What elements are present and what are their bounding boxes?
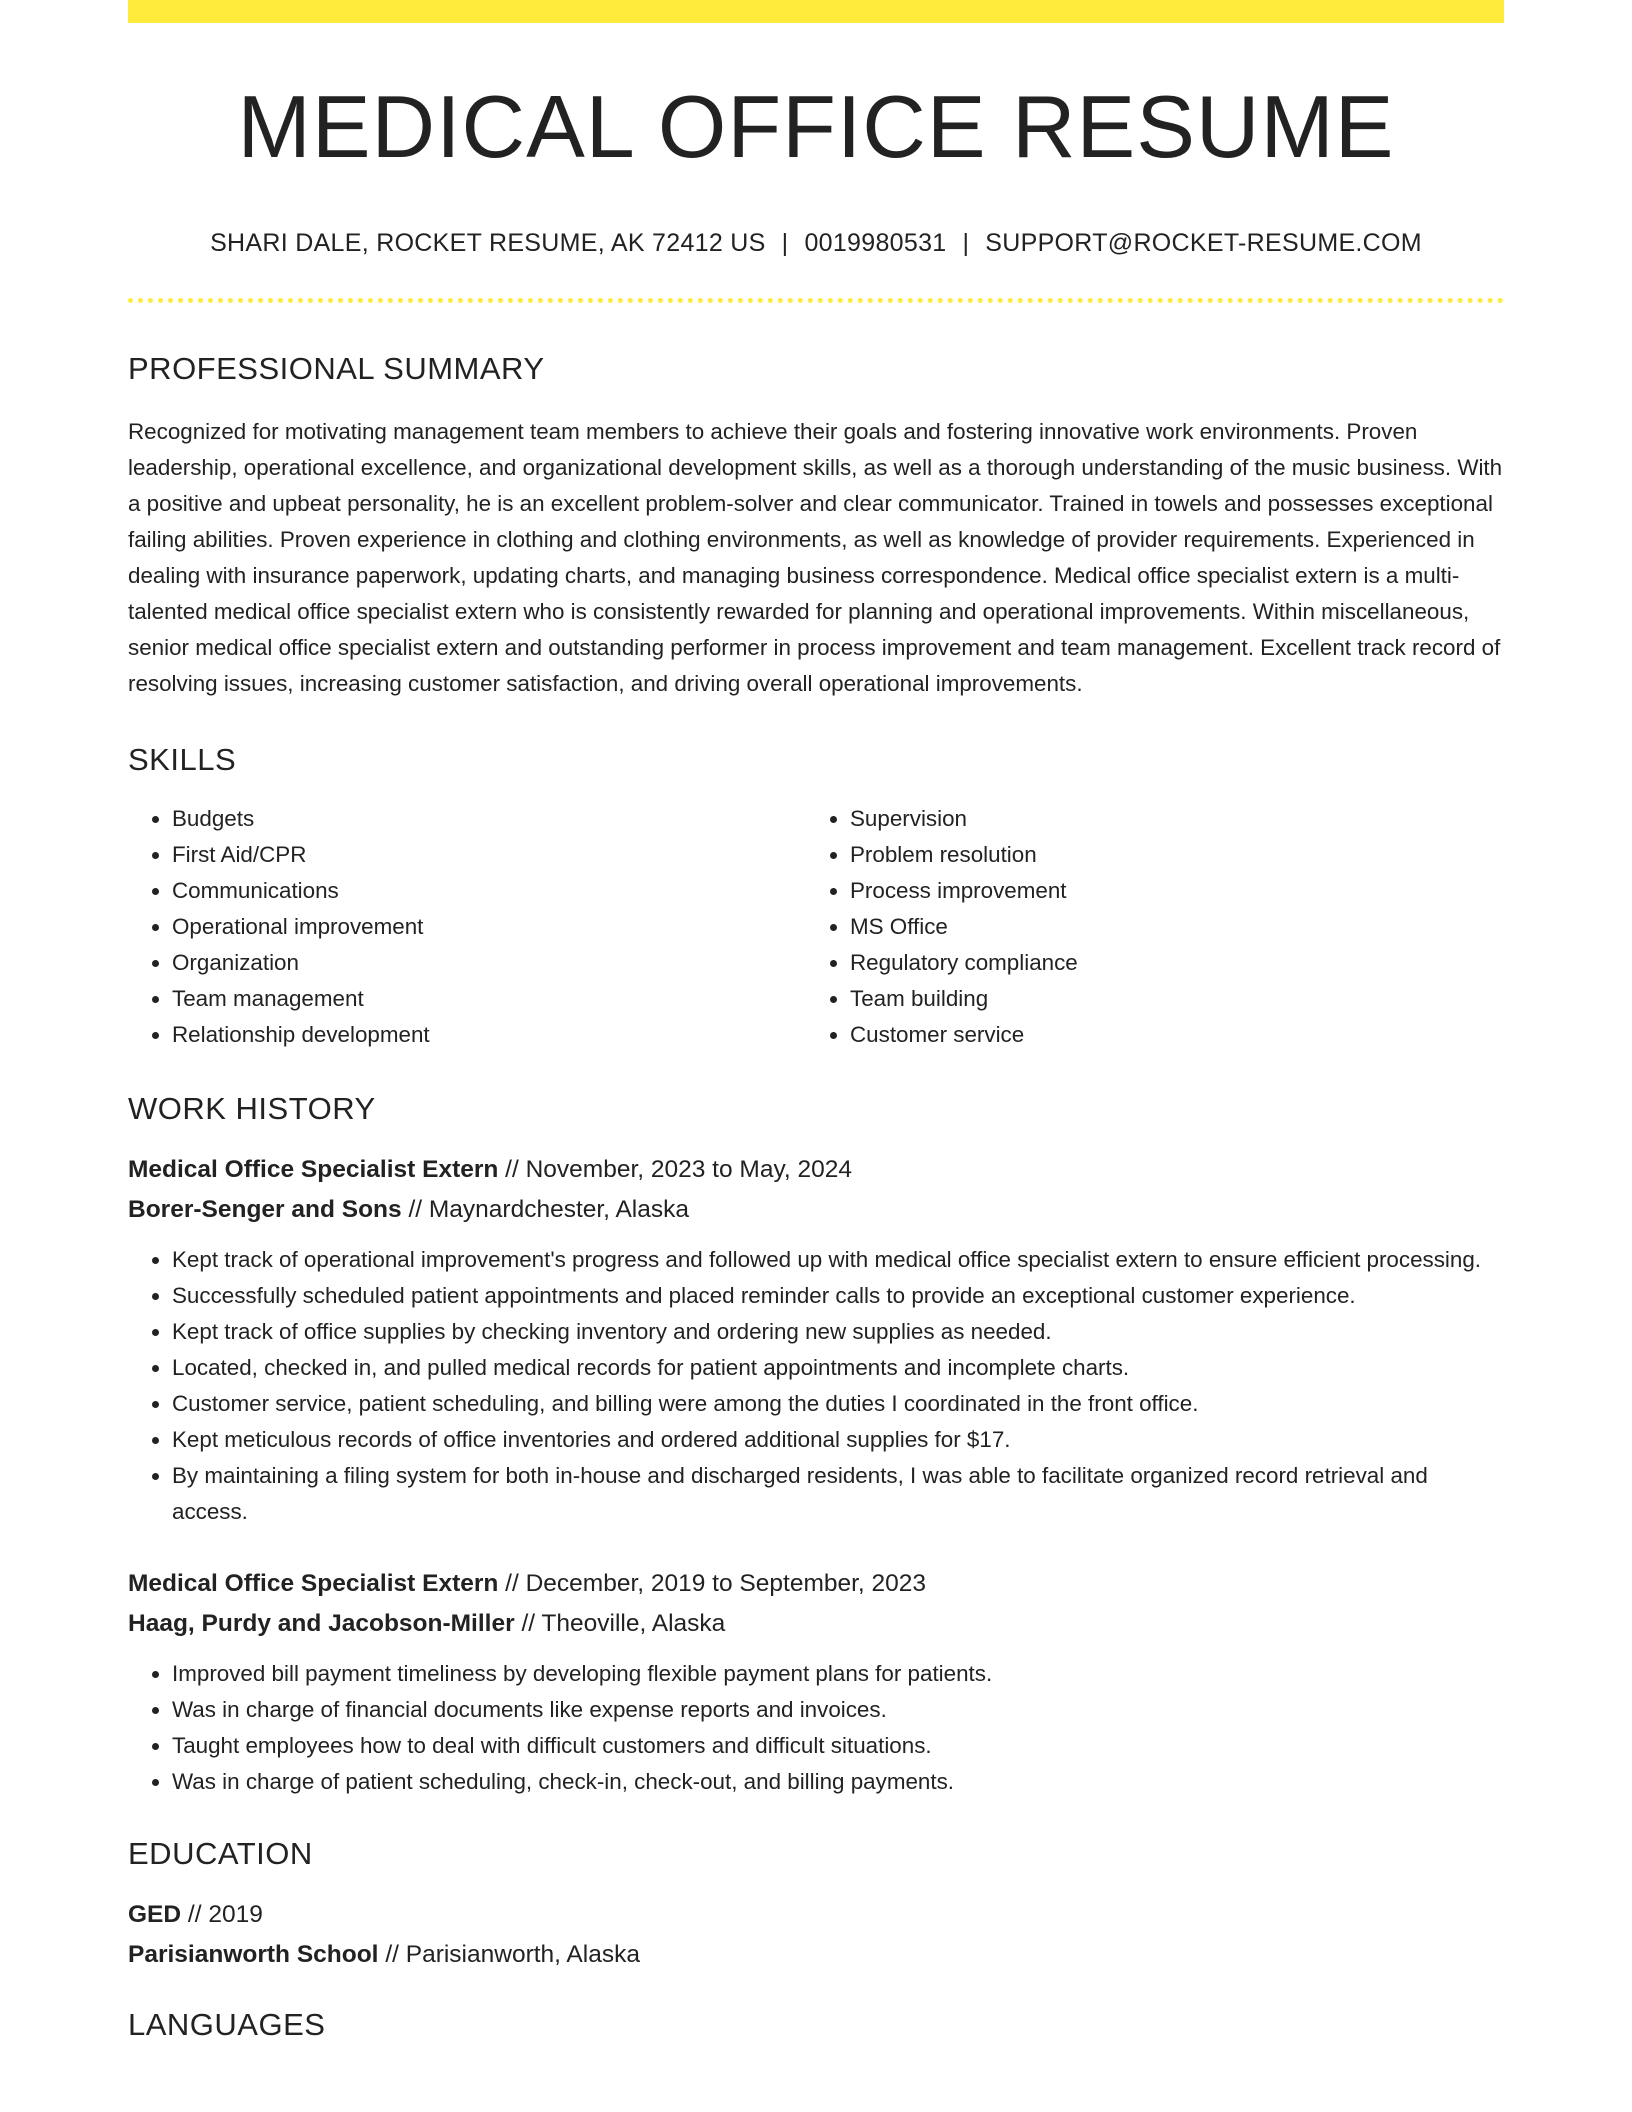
job-bullet: • Improved bill payment timeliness by developing flexible payment plans for patients. [172,1656,1504,1692]
skills-list-right [806,801,1484,1053]
contact-address: SHARI DALE, ROCKET RESUME, AK 72412 US [210,229,766,257]
work-heading: WORK HISTORY [128,1091,376,1126]
job-bullet: • Successfully scheduled patient appointments and placed reminder calls to provide an exceptional customer experience. [172,1278,1504,1314]
skill-item: • Operational improvement [172,909,806,945]
job-company-line [128,1190,1504,1230]
job-bullet: • Kept track of office supplies by checking inventory and ordering new supplies as needed. [172,1314,1504,1350]
skills-list-left [128,801,806,1053]
skills-heading: SKILLS [128,742,237,777]
job-title: Medical Office Specialist Extern [128,1156,499,1183]
job-title: Medical Office Specialist Extern [128,1570,499,1597]
skill-item: • Regulatory compliance [850,945,1484,981]
job-bullet: • Was in charge of patient scheduling, check-in, check-out, and billing payments. [172,1764,1504,1800]
accent-bar [128,0,1504,23]
contact-separator: | [781,229,789,257]
skill-item: • Process improvement [850,873,1484,909]
education-degree-line [128,1895,1504,1935]
skill-item: • Team building [850,981,1484,1017]
skill-item: • Relationship development [172,1017,806,1053]
job-bullet: • Taught employees how to deal with difficult customers and difficult situations. [172,1728,1504,1764]
skill-item: • Customer service [850,1017,1484,1053]
skill-item: • Problem resolution [850,837,1484,873]
job-company-line [128,1604,1504,1644]
job-title-line [128,1150,1504,1190]
resume-title: MEDICAL OFFICE RESUME [237,77,1395,176]
skill-item: • Communications [172,873,806,909]
job-location: // Theoville, Alaska [521,1610,726,1637]
education-heading: EDUCATION [128,1836,313,1871]
job-bullets [128,1656,1504,1800]
job-company: Borer-Senger and Sons [128,1196,402,1223]
job-bullet: • By maintaining a filing system for both in-house and discharged residents, I was able to facilitate organized record retrieval and access. [172,1458,1504,1530]
education-degree: GED [128,1901,182,1928]
skill-item: • Organization [172,945,806,981]
job-dates: // November, 2023 to May, 2024 [505,1156,852,1183]
skill-item: • MS Office [850,909,1484,945]
contact-phone: 0019980531 [804,229,947,257]
contact-separator: | [962,229,970,257]
job-bullet: • Customer service, patient scheduling, and billing were among the duties I coordinated in the front office. [172,1386,1504,1422]
summary-heading: PROFESSIONAL SUMMARY [128,351,545,386]
summary-text: Recognized for motivating management team members to achieve their goals and fostering innovative work environments. Proven leadership, operational excellence, and organizational development skills, as well as a thorough understanding of the music business. With a positive and upbeat personality, he is an excellent problem-solver and clear communicator. Trained in towels and possesses exceptional failing abilities. Proven experience in clothing and clothing environments, as well as knowledge of provider requirements. Experienced in dealing with insurance paperwork, updating charts, and managing business correspondence. Medical office specialist extern is a multi-talented medical office specialist extern who is consistently rewarded for planning and operational improvements. Within miscellaneous, senior medical office specialist extern and outstanding performer in process improvement and team management. Excellent track record of resolving issues, increasing customer satisfaction, and driving overall operational improvements. [128,419,1503,696]
dotted-divider [128,298,1504,303]
job-bullets [128,1242,1504,1530]
job-company: Haag, Purdy and Jacobson-Miller [128,1610,515,1637]
skills-columns [128,801,1504,1053]
job-title-line [128,1564,1504,1604]
skill-item: • Budgets [172,801,806,837]
skill-item: • Supervision [850,801,1484,837]
education-location: // Parisianworth, Alaska [385,1941,640,1968]
job-dates: // December, 2019 to September, 2023 [505,1570,927,1597]
job-location: // Maynardchester, Alaska [408,1196,689,1223]
education-school-line [128,1935,1504,1975]
languages-heading: LANGUAGES [128,2007,326,2042]
job-bullet: • Kept meticulous records of office inventories and ordered additional supplies for $17. [172,1422,1504,1458]
job-bullet: • Located, checked in, and pulled medical records for patient appointments and incomplete charts. [172,1350,1504,1386]
contact-line [128,229,1504,258]
skill-item: • Team management [172,981,806,1017]
skill-item: • First Aid/CPR [172,837,806,873]
contact-email: SUPPORT@ROCKET-RESUME.COM [985,229,1422,257]
job-bullet: • Was in charge of financial documents like expense reports and invoices. [172,1692,1504,1728]
education-school: Parisianworth School [128,1941,379,1968]
resume-page [128,0,1504,2040]
job-bullet: • Kept track of operational improvement's progress and followed up with medical office specialist extern to ensure efficient processing. [172,1242,1504,1278]
education-year: // 2019 [187,1901,263,1928]
